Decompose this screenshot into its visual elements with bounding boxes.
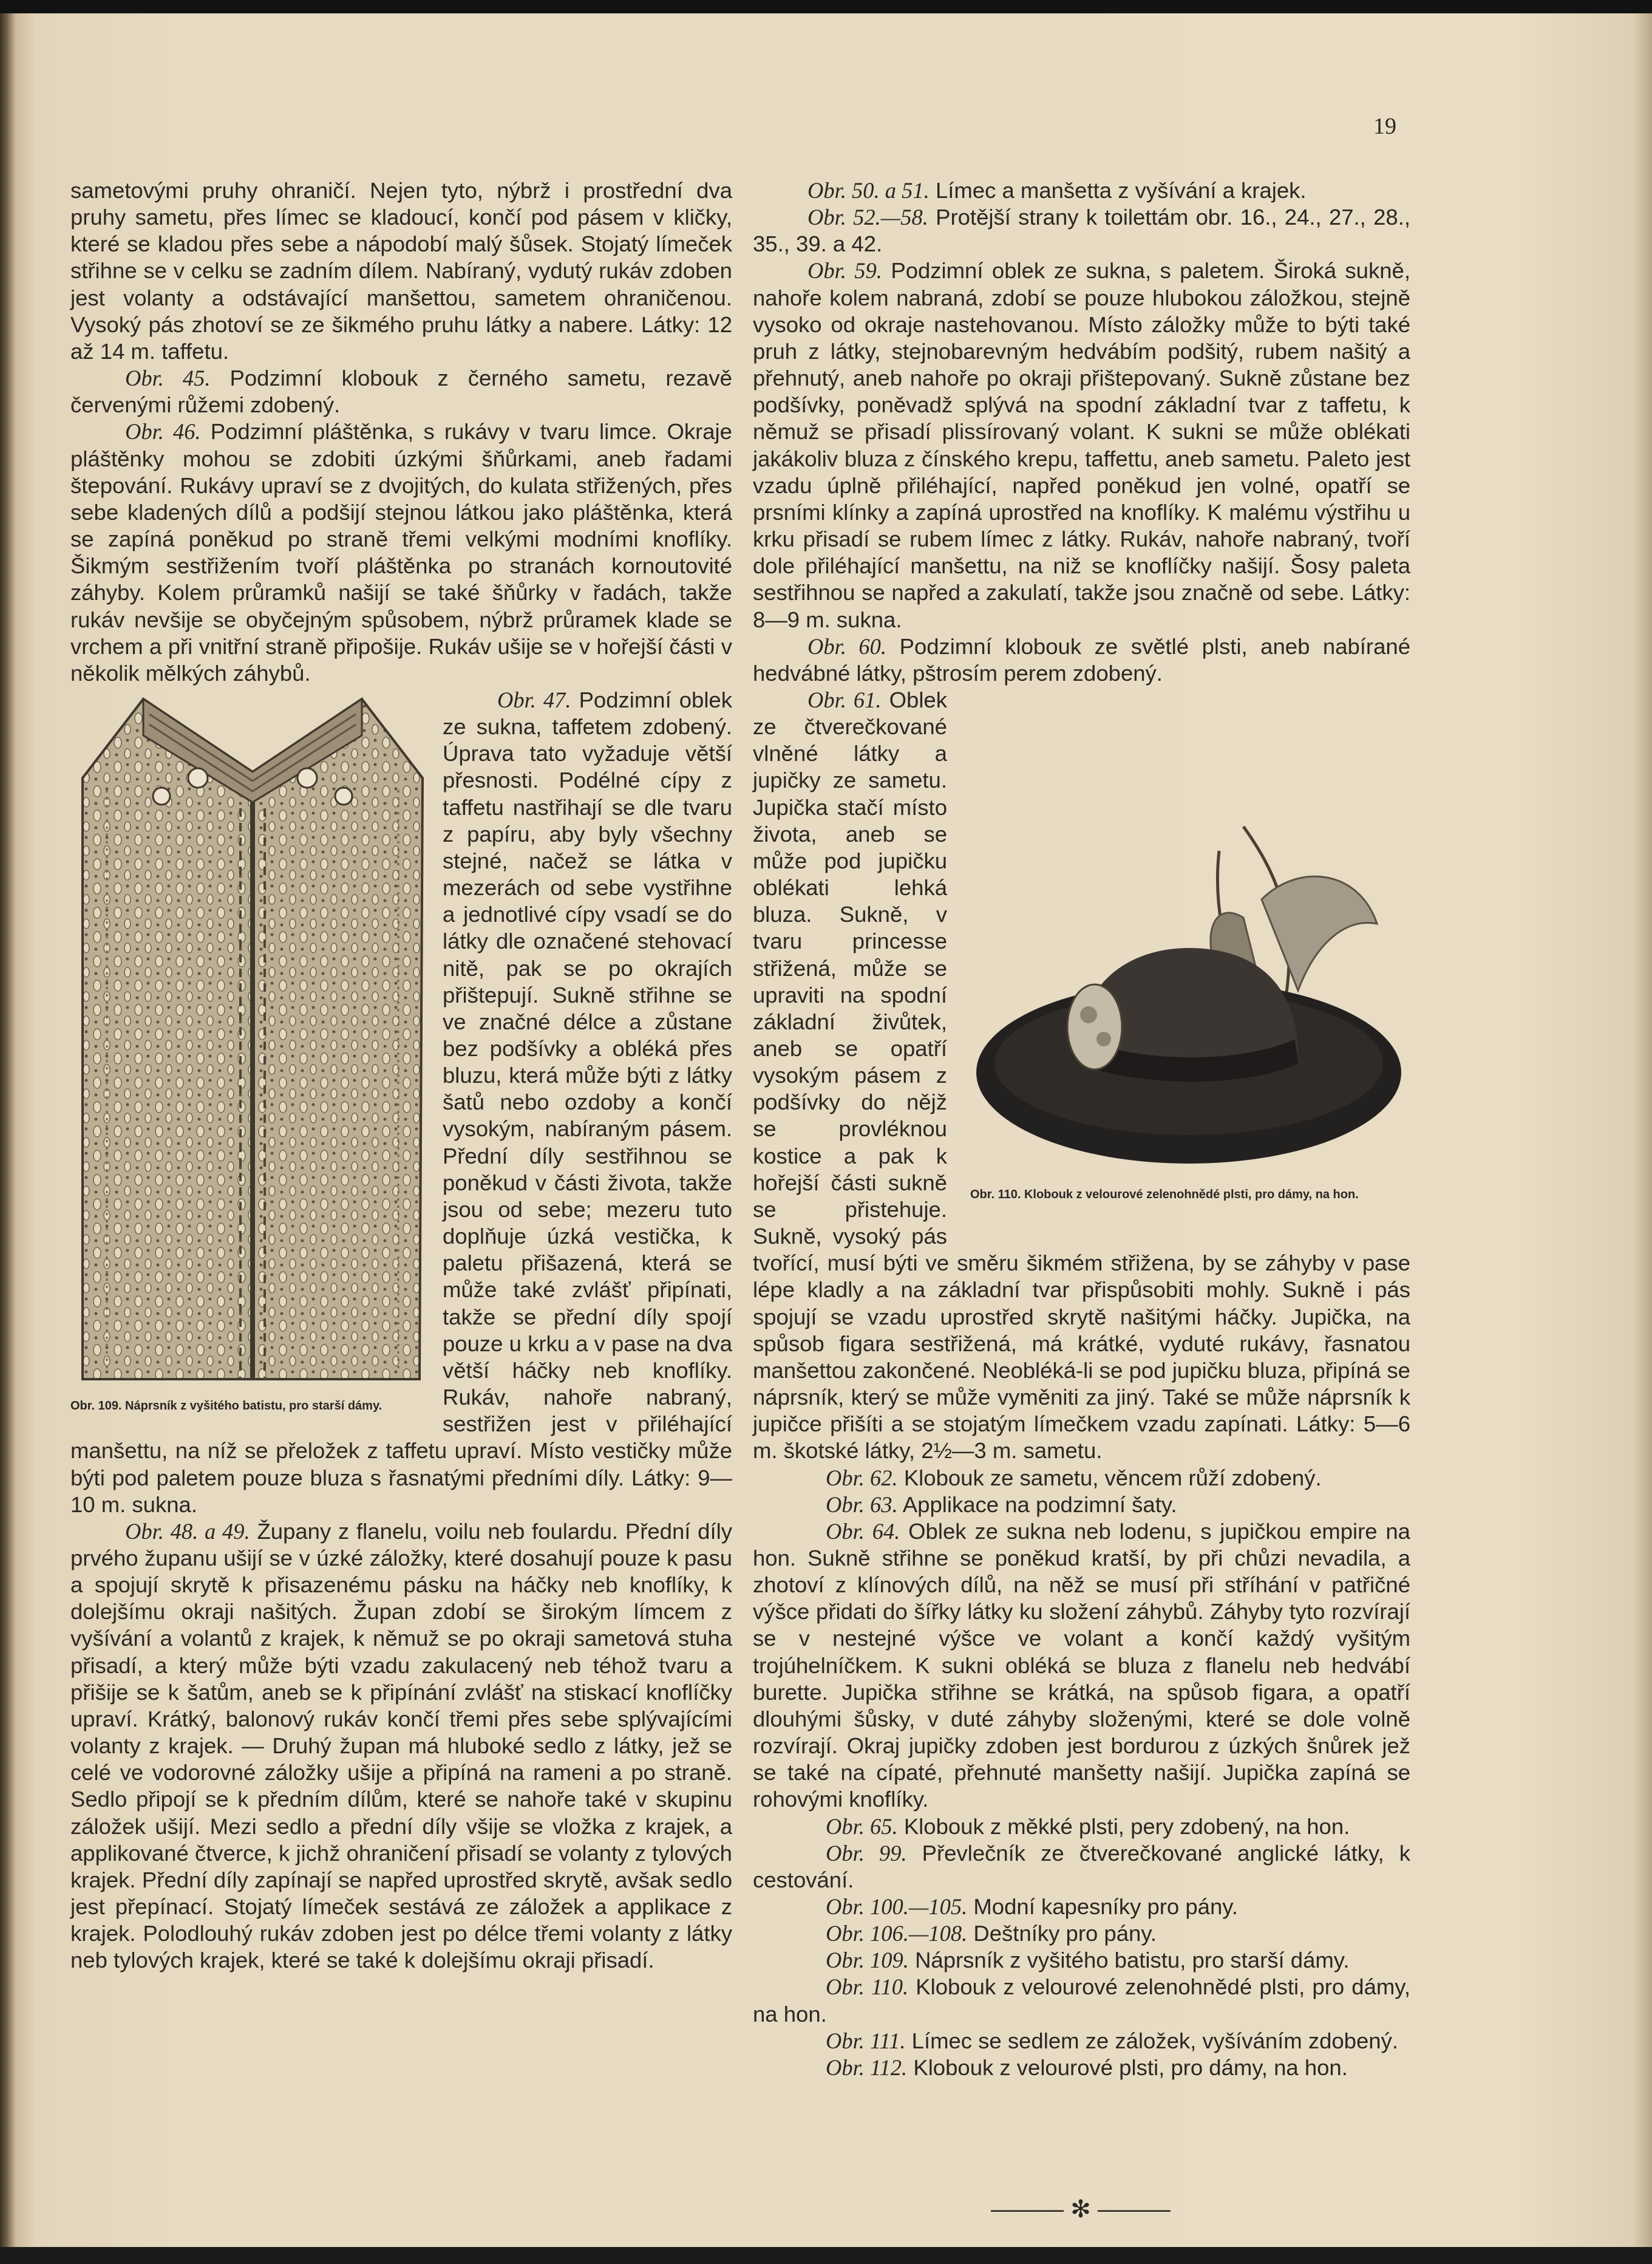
paragraph [753, 1813, 1410, 1840]
embroidered-jabot-illustration [70, 687, 432, 1385]
paragraph-text: Oblek ze sukna neb lodenu, s jupičkou empire na hon. Sukně střihne se poněkud kratší, by při chůzi nevadila, a zhotoví z klínových dílů, na něž se musí při stříhání v patřičné výšce přidati do šířky látky ku složení záhybů. Záhyby tyto rozvírají se v nestejné výšce ve volant a končí každý vyšitým trojúhelníčkem. K sukni obléká se bluza z flanelu neb hedvábí burette. Jupička střihne se krátká, na spůsob figara, a opatří dlouhými šůsky, v duté záhyby složenými, které se dole volně rozvírají. Okraj jupičky zdoben jest bordurou z úzkých šnůrek jež se také na cípaté, přehnuté manšetty našijí. Jupička zapíná se rohovými knoflíky. [753, 1518, 1410, 1812]
figure-ref: Obr. 111. [826, 2028, 906, 2053]
paragraph [70, 687, 732, 1518]
paragraph-text: Náprsník z vyšitého batistu, pro starší dámy. [915, 1948, 1350, 1973]
figure-ref: Obr. 62. [826, 1465, 898, 1490]
paragraph-text: Podzimní pláštěnka, s rukávy v tvaru limce. Okraje pláštěnky mohou se zdobiti úzkými šňůrkami, aneb řadami štepování. Rukávy upraví se z dvojitých, do kulata střižených, přes sebe kladených dílů a podšijí stejnou látkou jako pláštěnka, která se zapíná poněkud po straně třemi velkými modními knoflíky. Šikmým sestřižením tvoří pláštěnka po stranách kornoutovité záhyby. Kolem průramků našijí se také šňůrky v řadách, takže rukáv nevšije se obyčejným spůsobem, nýbrž průramek klade se vrchem a při vnitřní straně připošije. Rukáv ušije se v hořejší části v několik mělkých záhybů. [70, 419, 732, 686]
paragraph-text: Župany z flanelu, voilu neb foulardu. Přední díly prvého županu ušijí se v úzké záložky, které dosahují pouze k pasu a spojují skrytě k přisazenému pásku na háčky neb knoflíky, k dolejšímu okraji našitých. Župan zdobí se širokým límcem z vyšívání a volantů z krajek, k němuž se po okraji sametová stuha přisadí, a který může býti vzadu zakulacený neb téhož tvaru a přišije se k šatům, aneb se k připínání zvlášť na stiskací knoflíčky upraví. Krátký, balonový rukáv končí třemi přes sebe splývajícími volanty z krajek. — Druhý župan má hluboké sedlo z látky, jež se celé ve vodorovné záložky ušije a připíná na rameni a po straně. Sedlo připojí se k předním dílům, které se nahoře také v skupinu záložek ušijí. Mezi sedlo a přední díly všije se vložka z krajek, a applikované čtverce, k jichž ohraničení přisadí se volanty z tylových krajek. Přední díly zapínají se napřed uprostřed skrytě, avšak sedlo jest přepínací. Stojatý límeček sestává ze záložek a applikace z krajek. Polodlouhý rukáv zdoben jest po délce třemi volanty z látky neb tylových krajek, které se také k dolejšímu okraji přisadí. [70, 1518, 732, 1973]
paragraph: sametovými pruhy ohraničí. Nejen tyto, nýbrž i prostřední dva pruhy sametu, přes límec se kladoucí, končí pod pásem v kličky, které se kladou přes sebe a nápodobí malý šůsek. Stojatý límeček střihne se v celku se zadním dílem. Nabíraný, vydutý rukáv zdoben jest volanty a odstávající manšettou, sametem ohraničenou. Vysoký pás zhotoví se ze šikmého pruhu látky a nabere. Látky: 12 až 14 m. taffetu. [70, 178, 732, 364]
paragraph-text: Převlečník ze čtverečkované anglické látky, k cestování. [753, 1840, 1410, 1892]
paragraph [753, 1518, 1410, 1813]
paragraph [753, 687, 1410, 1465]
figure-109 [70, 687, 432, 1419]
right-column [753, 177, 1410, 2081]
asterisk-ornament: ——— ✻ ——— [991, 2196, 1171, 2223]
paragraph [753, 1492, 1410, 1518]
figure-ref: Obr. 63. [826, 1492, 898, 1517]
paragraph-text: Klobouk z měkké plsti, pery zdobený, na hon. [903, 1813, 1350, 1839]
paragraph [753, 1947, 1410, 1974]
paragraph [753, 1974, 1410, 2027]
paragraph-text: Applikace na podzimní šaty. [902, 1492, 1177, 1517]
paragraph [753, 204, 1410, 257]
paragraph-text: Podzimní klobouk ze světlé plsti, aneb nabírané hedvábné látky, pštrosím perem zdobený. [753, 633, 1410, 686]
paragraph-text: Protější strany k toilettám obr. 16., 24., 27., 28., 35., 39. a 42. [753, 205, 1410, 257]
paragraph-text: Deštníky pro pány. [973, 1921, 1157, 1946]
paragraph-text: Podzimní klobouk z černého sametu, rezavě červenými růžemi zdobený. [70, 366, 732, 418]
scan-bottom-edge [0, 2247, 1652, 2264]
figure-ref: Obr. 59. [807, 258, 882, 284]
velour-hat-illustration [958, 796, 1410, 1185]
left-column [70, 177, 732, 1974]
figure-ref: Obr. 110. [826, 1974, 909, 2000]
figure-ref: Obr. 61. [807, 687, 882, 712]
figure-ref: Obr. 50. a 51. [807, 178, 930, 203]
figure-ref: Obr. 52.—58. [807, 205, 928, 230]
figure-ref: Obr. 109. [826, 1948, 909, 1973]
paragraph [753, 257, 1410, 633]
scan-top-edge [0, 0, 1652, 13]
figure-ref: Obr. 60. [807, 633, 887, 659]
paragraph-text: Límec a manšetta z vyšívání a krajek. [935, 178, 1307, 203]
paragraph [753, 633, 1410, 687]
figure-caption: Obr. 109. Náprsník z vyšitého batistu, pro starší dámy. [70, 1399, 382, 1413]
figure-ref: Obr. 106.—108. [826, 1921, 968, 1946]
figure-ref: Obr. 46. [125, 419, 201, 445]
figure-ref: Obr. 100.—105. [826, 1894, 968, 1919]
paragraph [753, 177, 1410, 204]
figure-ref: Obr. 47. [497, 687, 571, 712]
figure-ref: Obr. 112. [826, 2054, 908, 2080]
paragraph [753, 1920, 1410, 1947]
paragraph-text: Klobouk z velourové plsti, pro dámy, na hon. [913, 2054, 1348, 2080]
paragraph-text: Klobouk z velourové zelenohnědé plsti, pro dámy, na hon. [753, 1974, 1410, 2027]
paragraph [753, 2028, 1410, 2054]
figure-ref: Obr. 99. [826, 1840, 907, 1866]
paragraph-text: Klobouk ze sametu, věncem růží zdobený. [903, 1465, 1322, 1490]
page-number: 19 [1373, 114, 1396, 139]
paragraph [70, 1518, 732, 1974]
paragraph [753, 1840, 1410, 1894]
paragraph-text: Oblek ze čtverečkované vlněné látky a jupičky ze sametu. Jupička stačí místo života, aneb se může pod jupičku oblékati lehká bluza. Sukně, v tvaru princesse střižená, může se upraviti na spodní základní živůtek, aneb se opatří vysokým pásem z podšívky do nějž se provléknou kostice a pak k hořejší části sukně se přistehuje. Sukně, vysoký pás tvořící, musí býti ve směru šikmém střižena, by se záhyby v pase lépe kladly a na základní tvar přispůsobiti mohly. Sukně i pás spojují se vzadu uprostřed skrytě našitými háčky. Jupička, na spůsob figara sestřižená, má krátké, vyduté rukávy, řasnatou manšettou zakončené. Neobléká-li se pod jupičku bluza, připíná se náprsník, který se může vyměniti za jiný. Také se může náprsník k jupičce přišíti a se stojatým límečkem vzadu zapínati. Látky: 5—6 m. škotské látky, 2½—3 m. sametu. [753, 687, 1410, 1464]
figure-ref: Obr. 64. [826, 1518, 900, 1544]
paragraph [753, 1465, 1410, 1492]
paragraph-text: Modní kapesníky pro pány. [973, 1894, 1238, 1919]
figure-caption: Obr. 110. Klobouk z velourové zelenohnědé plsti, pro dámy, na hon. [970, 1187, 1359, 1201]
paragraph-text: Podzimní oblek ze sukna, taffetem zdobený. Úprava tato vyžaduje větší přesnosti. Podélné cípy z taffetu nastřihají se dle tvaru z papíru, aby byly všechny stejné, načež se látka v mezerách od sebe vystřihne a jednotlivé cípy vsadí se do látky dle označené stehovací nitě, pak se po okrajích přištepují. Sukně střihne se ve značné délce a zůstane bez podšívky a obléká přes bluzu, která může býti z látky šatů nebo ozdoby a končí vysokým, nabíraným pásem. Přední díly sestřihnou se poněkud v části života, takže jsou od sebe; mezeru tuto doplňuje úzká vestička, k paletu přišazená, která se může také zvlášť připínati, takže se přední díly spojí pouze u krku a v pase na dva větší háčky neb knoflíky. Rukáv, nahoře nabraný, sestřižen jest v přiléhající manšettu, na níž se přeložek z taffetu upraví. Místo vestičky může býti pod paletem pouze bluza s řasnatými předními díly. Látky: 9—10 m. sukna. [70, 687, 732, 1517]
figure-ref: Obr. 45. [125, 366, 211, 391]
figure-ref: Obr. 48. a 49. [125, 1518, 250, 1544]
paragraph-text: Límec se sedlem ze záložek, vyšíváním zdobený. [911, 2028, 1398, 2053]
paragraph-text: Podzimní oblek ze sukna, s paletem. Široká sukně, nahoře kolem nabraná, zdobí se pouze hlubokou záložkou, stejně vysoko od okraje nastehovanou. Místo záložky může to býti také pruh z látky, stejnobarevným hedvábím podšitý, rubem našitý a přehnutý, aneb nahoře po okraji přištepovaný. Sukně zůstane bez podšívky, poněvadž splývá na spodní základní tvar z taffetu, k němuž se přisadí plissírovaný volant. K sukni se může oblékati jakákoliv bluza z čínského krepu, taffettu, aneb sametu. Paleto jest vzadu úplně přiléhající, napřed poněkud jen volné, opatří se prsními klínky a zapíná uprostřed na knoflíky. K malému výstřihu u krku přisadí se rubem límec z látky. Rukáv, nahoře nabraný, tvoří dole přiléhající manšettu, na niž se knoflíčky našijí. Šosy paleta sestřihnou se napřed a zakulatí, takže jsou značně od sebe. Látky: 8—9 m. sukna. [753, 258, 1410, 632]
paragraph [753, 1894, 1410, 1920]
paragraph [753, 2054, 1410, 2081]
paragraph [70, 418, 732, 687]
figure-110 [958, 796, 1410, 1233]
figure-ref: Obr. 65. [826, 1813, 898, 1839]
paragraph [70, 365, 732, 418]
